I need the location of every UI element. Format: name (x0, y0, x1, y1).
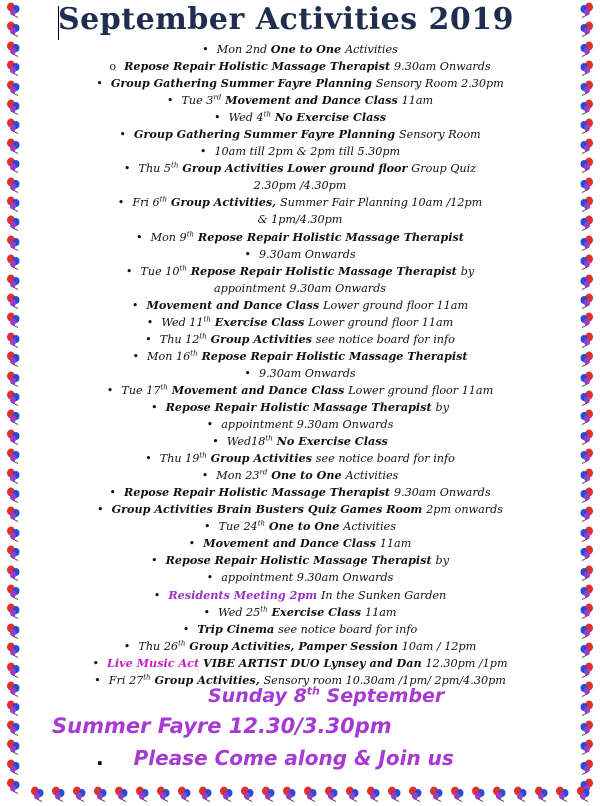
balloon-icon (578, 41, 594, 57)
list-item (30, 280, 570, 297)
line-text: Sensory room 10.30am /1pm/ 2pm/4.30pm (263, 673, 506, 687)
balloon-icon (135, 786, 151, 802)
line-text: VIBE ARTIST DUO Lynsey and Dan (203, 655, 426, 670)
bullet: • (123, 162, 131, 176)
balloon-icon (578, 215, 594, 231)
balloon-icon (6, 177, 22, 193)
balloon-icon (6, 409, 22, 425)
balloon-icon (513, 786, 529, 802)
balloon-icon (6, 157, 22, 173)
line-text: Lower ground floor 11am (323, 298, 469, 312)
bullet: • (182, 622, 190, 636)
bullet: • (213, 111, 221, 125)
line-text: One to One (265, 519, 344, 534)
line-text: by (435, 554, 450, 568)
balloon-icon (578, 274, 594, 290)
line-text: 11am (364, 605, 397, 619)
list-item (30, 433, 570, 450)
line-text: One to One (270, 42, 346, 56)
balloon-icon (6, 21, 22, 37)
line-text: Group Gathering Summer Fayre Planning (133, 127, 399, 142)
bullet: • (132, 349, 140, 363)
line-text: Exercise Class (267, 604, 365, 619)
line-text: by (435, 400, 450, 414)
balloon-icon (578, 545, 594, 561)
list-item (30, 450, 570, 467)
balloon-icon (534, 786, 550, 802)
line-text: & 1pm/4.30pm (257, 213, 343, 227)
balloon-icon (578, 526, 594, 542)
balloon-icon (578, 196, 594, 212)
balloon-border-left (0, 0, 28, 804)
line-text: 2pm onwards (426, 503, 504, 517)
list-item (30, 297, 570, 314)
line-text: see notice board for info (278, 622, 418, 636)
balloon-icon (6, 623, 22, 639)
balloon-icon (578, 409, 594, 425)
line-text: Residents Meeting 2pm (168, 587, 321, 602)
bullet: • (92, 656, 100, 670)
activity-list (30, 41, 570, 689)
bullet: • (150, 554, 158, 568)
balloon-icon (6, 487, 22, 503)
list-item (30, 518, 570, 535)
line-text: Activities (345, 469, 399, 483)
balloon-icon (578, 351, 594, 367)
bullet: • (150, 400, 158, 414)
line-text: Mon 9 (150, 230, 187, 244)
line-text: 9.30am Onwards (393, 486, 491, 500)
line-text: Group Activities Brain Busters Quiz Games Room (111, 502, 427, 517)
bullet: • (136, 230, 143, 244)
balloon-icon (219, 786, 235, 802)
line-text: th (178, 638, 186, 647)
balloon-icon (6, 254, 22, 270)
bullet: • (119, 128, 126, 142)
line-text: 9.30am Onwards (258, 247, 356, 261)
line-text: Live Music Act (107, 655, 204, 670)
balloon-icon (578, 662, 594, 678)
balloon-icon (578, 99, 594, 115)
balloon-icon (72, 786, 88, 802)
bullet: • (146, 315, 154, 329)
line-text: 11am (401, 94, 434, 108)
list-item (30, 246, 570, 263)
balloon-icon (578, 642, 594, 658)
bullet: • (201, 469, 209, 483)
list-item (30, 569, 570, 586)
line-text: 10am / 12pm (401, 639, 477, 653)
bullet: • (206, 418, 214, 432)
line-text: Mon 16 (147, 349, 191, 363)
list-item (30, 365, 570, 382)
line-text: Group Activities, Pamper Session (185, 638, 402, 653)
balloon-icon (408, 786, 424, 802)
line-text: th (143, 673, 151, 681)
line-text: th (186, 229, 195, 238)
balloon-icon (6, 468, 22, 484)
balloon-icon (6, 662, 22, 678)
list-item (30, 399, 570, 416)
balloon-icon (6, 642, 22, 658)
line-text: Group Activities (206, 331, 316, 346)
line-text: 9.30am Onwards (394, 60, 491, 74)
line-text: No Exercise Class (272, 434, 388, 449)
balloon-icon (6, 332, 22, 348)
list-item (30, 535, 570, 552)
line-text: Movement and Dance Class (167, 382, 349, 397)
list-item (30, 143, 570, 160)
line-text: appointment 9.30am Onwards (213, 281, 387, 295)
line-text: Wed 25 (218, 605, 261, 619)
list-item (30, 484, 570, 501)
line-text: Wed 4 (228, 111, 264, 125)
balloon-icon (578, 565, 594, 581)
line-text: No Exercise Class (270, 110, 387, 125)
balloon-icon (30, 786, 46, 802)
balloon-icon (93, 786, 109, 802)
list-item (30, 382, 570, 399)
balloon-icon (578, 157, 594, 173)
balloon-icon (114, 786, 130, 802)
list-item (30, 211, 570, 228)
balloon-icon (6, 274, 22, 290)
bullet: • (106, 383, 114, 397)
line-text: th (260, 604, 268, 613)
line-text: Lower ground floor 11am (308, 315, 454, 329)
balloon-icon (6, 681, 22, 697)
line-text: Group Activities Lower ground floor (178, 161, 412, 176)
line-text: th (265, 434, 273, 443)
balloon-icon (429, 786, 445, 802)
balloon-icon (578, 80, 594, 96)
list-item (30, 348, 570, 365)
line-text: 9.30am Onwards (258, 366, 356, 380)
line-text: Group Activities, (167, 195, 280, 210)
bullet: o (109, 60, 117, 74)
balloon-icon (578, 700, 594, 716)
bullet: • (131, 298, 139, 312)
balloon-icon (578, 371, 594, 387)
line-text: Movement and Dance Class (146, 297, 324, 312)
list-item (30, 194, 570, 211)
balloon-icon (6, 545, 22, 561)
bullet: • (206, 571, 214, 585)
bullet: • (203, 605, 211, 619)
line-text: Group Quiz (411, 162, 477, 176)
line-text: Fri 6 (132, 196, 160, 210)
line-text: 11am (379, 537, 412, 551)
line-text: th (171, 161, 179, 170)
balloon-icon (6, 526, 22, 542)
line-text: th (160, 383, 168, 392)
balloon-icon (578, 506, 594, 522)
list-item (30, 467, 570, 484)
balloon-icon (6, 41, 22, 57)
balloon-icon (6, 351, 22, 367)
line-text: Lower ground floor 11am (348, 383, 494, 397)
bullet: • (109, 486, 116, 500)
line-text: appointment 9.30am Onwards (221, 418, 394, 432)
balloon-icon (6, 584, 22, 600)
balloon-icon (6, 565, 22, 581)
balloon-icon (303, 786, 319, 802)
balloon-icon (578, 448, 594, 464)
list-item (30, 552, 570, 569)
line-text: Group Activities (206, 451, 316, 466)
balloon-icon (387, 786, 403, 802)
balloon-icon (578, 720, 594, 736)
list-item (30, 621, 570, 638)
line-text: Mon 23 (216, 469, 260, 483)
bullet: • (125, 264, 133, 278)
balloon-icon (6, 215, 22, 231)
line-text: th (257, 519, 266, 528)
balloon-icon (6, 293, 22, 309)
line-text: rd (259, 468, 268, 477)
footer-summer-fayre: Summer Fayre 12.30/3.30pm (52, 714, 392, 738)
line-text: 10am till 2pm & 2pm till 5.30pm (214, 145, 401, 159)
balloon-icon (578, 759, 594, 775)
balloon-icon (6, 312, 22, 328)
footer-invitation: . Please Come along & Join us (96, 746, 454, 770)
balloon-icon (578, 254, 594, 270)
list-item (30, 92, 570, 109)
balloon-icon (324, 786, 340, 802)
line-text: Summer Fair Planning 10am /12pm (279, 196, 483, 210)
line-text: Tue 17 (121, 383, 161, 397)
balloon-icon (578, 2, 594, 18)
balloon-border-right (572, 0, 600, 804)
balloon-icon (6, 739, 22, 755)
balloon-icon (578, 429, 594, 445)
balloon-icon (6, 371, 22, 387)
footer-event-date: Sunday 8th September (208, 684, 445, 707)
list-item (30, 331, 570, 348)
page-title: September Activities 2019 (58, 2, 515, 37)
balloon-icon (555, 786, 571, 802)
line-text: Repose Repair Holistic Massage Therapist (186, 263, 461, 278)
line-text: Tue 10 (140, 264, 180, 278)
line-text: Wed18 (226, 435, 266, 449)
line-text: Tue 24 (218, 520, 258, 534)
line-text: rd (213, 93, 222, 102)
balloon-icon (156, 786, 172, 802)
balloon-icon (450, 786, 466, 802)
bullet: • (244, 366, 251, 380)
balloon-icon (578, 138, 594, 154)
balloon-icon (578, 60, 594, 76)
balloon-icon (492, 786, 508, 802)
line-text: th (159, 195, 168, 204)
bullet: • (96, 503, 104, 517)
balloon-icon (177, 786, 193, 802)
line-text: th (199, 332, 207, 341)
line-text: Repose Repair Holistic Massage Therapist (124, 485, 394, 500)
line-text: th (179, 263, 187, 272)
line-text: Group Gathering Summer Fayre Planning (110, 76, 376, 91)
line-text: th (199, 451, 207, 460)
bullet: • (203, 520, 211, 534)
bullet: • (145, 452, 152, 466)
bullet: • (145, 332, 152, 346)
line-text: Movement and Dance Class (221, 93, 402, 108)
line-text: Mon 2nd (216, 43, 271, 56)
balloon-icon (51, 786, 67, 802)
line-text: 12.30pm /1pm (425, 656, 508, 670)
line-text: Wed 11 (161, 315, 204, 329)
bullet: • (153, 588, 161, 602)
line-text: Activities (343, 520, 396, 534)
list-item (30, 314, 570, 331)
line-text: 2.30pm /4.30pm (253, 179, 347, 193)
bullet: • (188, 537, 196, 551)
list-item (30, 75, 570, 92)
balloon-icon (578, 177, 594, 193)
balloon-icon (6, 80, 22, 96)
balloon-icon (282, 786, 298, 802)
balloon-icon (471, 786, 487, 802)
balloon-icon (6, 235, 22, 251)
bullet: • (212, 435, 219, 449)
bullet: • (199, 145, 207, 159)
balloon-icon (578, 603, 594, 619)
balloon-icon (6, 603, 22, 619)
list-item (30, 263, 570, 280)
balloon-icon (578, 390, 594, 406)
balloon-icon (6, 2, 22, 18)
balloon-icon (6, 429, 22, 445)
list-item (30, 58, 570, 75)
line-text: One to One (267, 468, 346, 483)
line-text: Movement and Dance Class (203, 536, 380, 551)
balloon-icon (578, 332, 594, 348)
balloon-icon (578, 118, 594, 134)
list-item (30, 177, 570, 194)
balloon-icon (6, 60, 22, 76)
line-text: Thu 5 (138, 162, 172, 176)
balloon-icon (6, 118, 22, 134)
list-item (30, 416, 570, 433)
bullet: • (96, 77, 103, 91)
line-text: see notice board for info (315, 452, 455, 466)
line-text: Activities (345, 43, 398, 56)
balloon-icon (240, 786, 256, 802)
line-text: th (263, 110, 271, 119)
balloon-icon (578, 623, 594, 639)
balloon-border-bottom (0, 784, 600, 804)
line-text: th (190, 349, 198, 358)
line-text: Thu 12 (159, 332, 200, 346)
line-text: In the Sunken Garden (321, 588, 447, 602)
balloon-icon (578, 739, 594, 755)
list-item (30, 160, 570, 177)
balloon-icon (578, 584, 594, 600)
list-item (30, 41, 570, 58)
balloon-icon (6, 759, 22, 775)
balloon-icon (6, 196, 22, 212)
list-item (30, 587, 570, 604)
balloon-icon (578, 235, 594, 251)
bullet: • (202, 43, 209, 56)
balloon-icon (366, 786, 382, 802)
list-item (30, 109, 570, 126)
line-text: Group Activities, (150, 672, 264, 687)
line-text: see notice board for info (315, 332, 455, 346)
line-text: Tue 3 (181, 94, 214, 108)
list-item (30, 604, 570, 621)
bullet: • (94, 673, 101, 687)
list-item (30, 229, 570, 246)
bullet: • (244, 247, 251, 261)
balloon-icon (578, 468, 594, 484)
balloon-icon (6, 700, 22, 716)
bullet: • (166, 94, 174, 108)
list-item (30, 655, 570, 672)
line-text: Repose Repair Holistic Massage Therapist (197, 348, 468, 363)
line-text: Sensory Room 2.30pm (375, 77, 504, 91)
line-text: Repose Repair Holistic Massage Therapist (124, 59, 395, 74)
line-text: Repose Repair Holistic Massage Therapist (194, 229, 464, 244)
line-text: th (203, 315, 211, 324)
line-text: Thu 26 (138, 639, 179, 653)
line-text: appointment 9.30am Onwards (221, 571, 394, 585)
line-text: by (460, 264, 475, 278)
list-item (30, 126, 570, 143)
balloon-icon (6, 720, 22, 736)
balloon-icon (576, 786, 592, 802)
balloon-icon (6, 390, 22, 406)
bullet: • (117, 196, 125, 210)
balloon-icon (578, 21, 594, 37)
list-item (30, 638, 570, 655)
balloon-icon (578, 681, 594, 697)
line-text: Trip Cinema (197, 621, 279, 636)
balloon-icon (578, 312, 594, 328)
balloon-icon (261, 786, 277, 802)
balloon-icon (198, 786, 214, 802)
line-text: Exercise Class (210, 314, 309, 329)
line-text: Repose Repair Holistic Massage Therapist (165, 399, 436, 414)
balloon-icon (6, 506, 22, 522)
line-text: Thu 19 (159, 452, 200, 466)
balloon-icon (6, 138, 22, 154)
balloon-icon (578, 293, 594, 309)
balloon-icon (6, 99, 22, 115)
line-text: Repose Repair Holistic Massage Therapist (165, 553, 436, 568)
line-text: Fri 27 (108, 673, 144, 687)
balloon-icon (6, 448, 22, 464)
line-text: Sensory Room (398, 128, 481, 142)
balloon-icon (345, 786, 361, 802)
bullet: • (123, 639, 131, 653)
list-item (30, 501, 570, 518)
balloon-icon (578, 487, 594, 503)
